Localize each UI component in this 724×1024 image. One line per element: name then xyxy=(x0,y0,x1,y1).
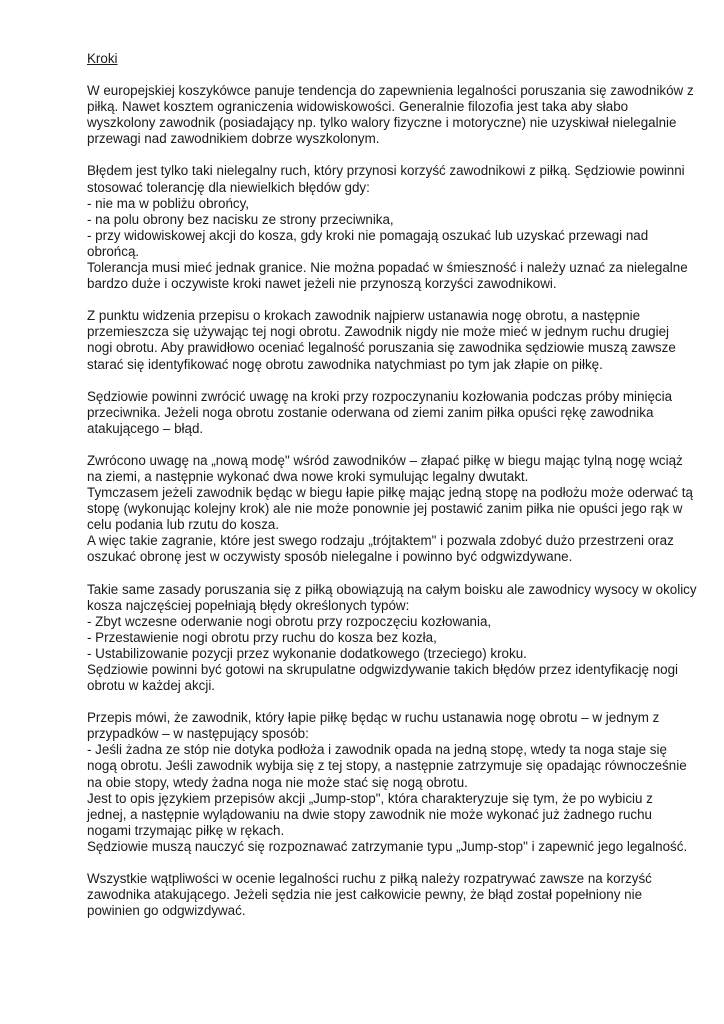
text-line: nogi obrotu. Aby prawidłowo oceniać legalność poruszania się zawodnika sędziowie muszą zawsze xyxy=(87,340,676,356)
text-line: przeciwnika. Jeżeli noga obrotu zostanie oderwana od ziemi zanim piłka opuści rękę zawodnika xyxy=(87,404,654,420)
text-line: A więc takie zagranie, które jest swego rodzaju „trójtaktem" i pozwala zdobyć dużo przestrzeni oraz xyxy=(87,533,674,549)
text-line: - Jeśli żadna ze stóp nie dotyka podłoża i zawodnik opada na jedną stopę, wtedy ta noga staje się xyxy=(87,742,667,758)
paragraph-2 xyxy=(87,163,688,292)
text-line: wyszkolony zawodnik (posiadający np. tylko walory fizyczne i motoryczne) nie uzyskiwał nielegalnie xyxy=(87,115,677,131)
text-line: nogą obrotu. Jeśli zawodnik wybija się z tej stopy, a następnie zatrzymuje się opadając równocześnie xyxy=(87,758,687,774)
text-line: stopę (wykonując kolejny krok) ale nie może ponownie jej postawić zanim piłka nie opuści jego rąk w xyxy=(87,501,683,517)
text-line: Tymczasem jeżeli zawodnik będąc w biegu łapie piłkę mając jedną stopę na podłożu może oderwać tą xyxy=(87,485,693,501)
text-line: W europejskiej koszykówce panuje tendencja do zapewnienia legalności poruszania się zawodników z xyxy=(87,83,694,99)
text-line: oszukać obronę jest w oczywisty sposób nielegalne i powinno być odgwizdywane. xyxy=(87,549,573,565)
text-line: Zwrócono uwagę na „nową modę" wśród zawodników – złapać piłkę w biegu mając tylną nogę wciąż xyxy=(87,452,683,468)
text-line: - Przestawienie nogi obrotu przy ruchu do kosza bez kozła, xyxy=(87,629,437,645)
text-line: Przepis mówi, że zawodnik, który łapie piłkę będąc w ruchu ustanawia nogę obrotu – w jednym z xyxy=(87,710,660,726)
paragraph-6 xyxy=(87,581,697,695)
text-line: - Ustabilizowanie pozycji przez wykonanie dodatkowego (trzeciego) kroku. xyxy=(87,645,527,661)
text-line: Błędem jest tylko taki nielegalny ruch, który przynosi korzyść zawodnikowi z piłką. Sędziowie powinni xyxy=(87,163,685,179)
text-line: - nie ma w pobliżu obrońcy, xyxy=(87,195,250,211)
paragraph-1 xyxy=(87,83,694,147)
paragraph-8 xyxy=(87,871,652,919)
text-line: Takie same zasady poruszania się z piłką obowiązują na całym boisku ale zawodnicy wysocy w okolicy xyxy=(87,581,697,597)
text-line: starać się identyfikować nogę obrotu zawodnika natychmiast po tym jak złapie on piłkę. xyxy=(87,356,603,372)
text-line: jednej, a następnie wylądowaniu na dwie stopy zawodnik nie może wykonać już żadnego ruchu xyxy=(87,806,652,822)
text-line: obrońcą. xyxy=(87,243,140,259)
text-line: atakującego – błąd. xyxy=(87,420,204,436)
text-line: Wszystkie wątpliwości w ocenie legalności ruchu z piłką należy rozpatrywać zawsze na korzyść xyxy=(87,871,652,887)
text-line: Tolerancja musi mieć jednak granice. Nie można popadać w śmieszność i należy uznać za nielegalne xyxy=(87,260,688,276)
document-title: Kroki xyxy=(87,51,118,66)
text-line: nogami trzymając piłkę w rękach. xyxy=(87,822,285,838)
text-line: - Zbyt wczesne oderwanie nogi obrotu przy rozpoczęciu kozłowania, xyxy=(87,613,492,629)
text-line: zawodnika atakującego. Jeżeli sędzia nie jest całkowicie pewny, że błąd został popełniony nie xyxy=(87,887,643,903)
paragraph-5 xyxy=(87,452,693,566)
text-line: stosować tolerancję dla niewielkich błędów gdy: xyxy=(87,179,370,195)
paragraph-7 xyxy=(87,710,688,855)
text-line: Z punktu widzenia przepisu o krokach zawodnik najpierw ustanawia nogę obrotu, a następnie xyxy=(87,308,641,324)
text-line: - na polu obrony bez nacisku ze strony przeciwnika, xyxy=(87,211,394,227)
text-line: na ziemi, a następnie wykonać dwa nowe kroki symulując legalny dwutakt. xyxy=(87,468,529,484)
text-line: kosza najczęściej popełniają błędy określonych typów: xyxy=(87,597,410,613)
text-line: - przy widowiskowej akcji do kosza, gdy kroki nie pomagają oszukać lub uzyskać przewagi nad xyxy=(87,227,649,243)
text-line: na obie stopy, wtedy żadna noga nie może stać się nogą obrotu. xyxy=(87,774,468,790)
paragraph-3 xyxy=(87,308,676,372)
text-line: Sędziowie powinni zwrócić uwagę na kroki przy rozpoczynaniu kozłowania podczas próby minięcia xyxy=(87,388,673,404)
text-line: piłką. Nawet kosztem ograniczenia widowiskowości. Generalnie filozofia jest taka aby słabo xyxy=(87,99,629,115)
text-line: powinien go odgwizdywać. xyxy=(87,903,246,919)
text-line: celu podania lub rzutu do kosza. xyxy=(87,517,280,533)
text-line: bardzo duże i oczywiste kroki nawet jeżeli nie przynoszą korzyści zawodnikowi. xyxy=(87,276,557,292)
text-line: Sędziowie muszą nauczyć się rozpoznawać zatrzymanie typu „Jump-stop" i zapewnić jego legalność. xyxy=(87,838,688,854)
text-line: obrotu w każdej akcji. xyxy=(87,678,216,694)
paragraph-4 xyxy=(87,388,673,437)
document-body xyxy=(87,83,697,919)
text-line: Sędziowie powinni być gotowi na skrupulatne odgwizdywanie takich błędów przez identyfikację nogi xyxy=(87,662,679,677)
text-line: Jest to opis językiem przepisów akcji „Jump-stop", która charakteryzuje się tym, że po wybiciu z xyxy=(87,790,653,806)
text-line: przewagi nad zawodnikiem dobrze wyszkolonym. xyxy=(87,131,380,147)
text-line: przypadków – w następujący sposób: xyxy=(87,726,309,742)
text-line: przemieszcza się używając tej nogi obrotu. Zawodnik nigdy nie może mieć w jednym ruchu drugiej xyxy=(87,324,670,340)
document-page xyxy=(87,51,697,935)
